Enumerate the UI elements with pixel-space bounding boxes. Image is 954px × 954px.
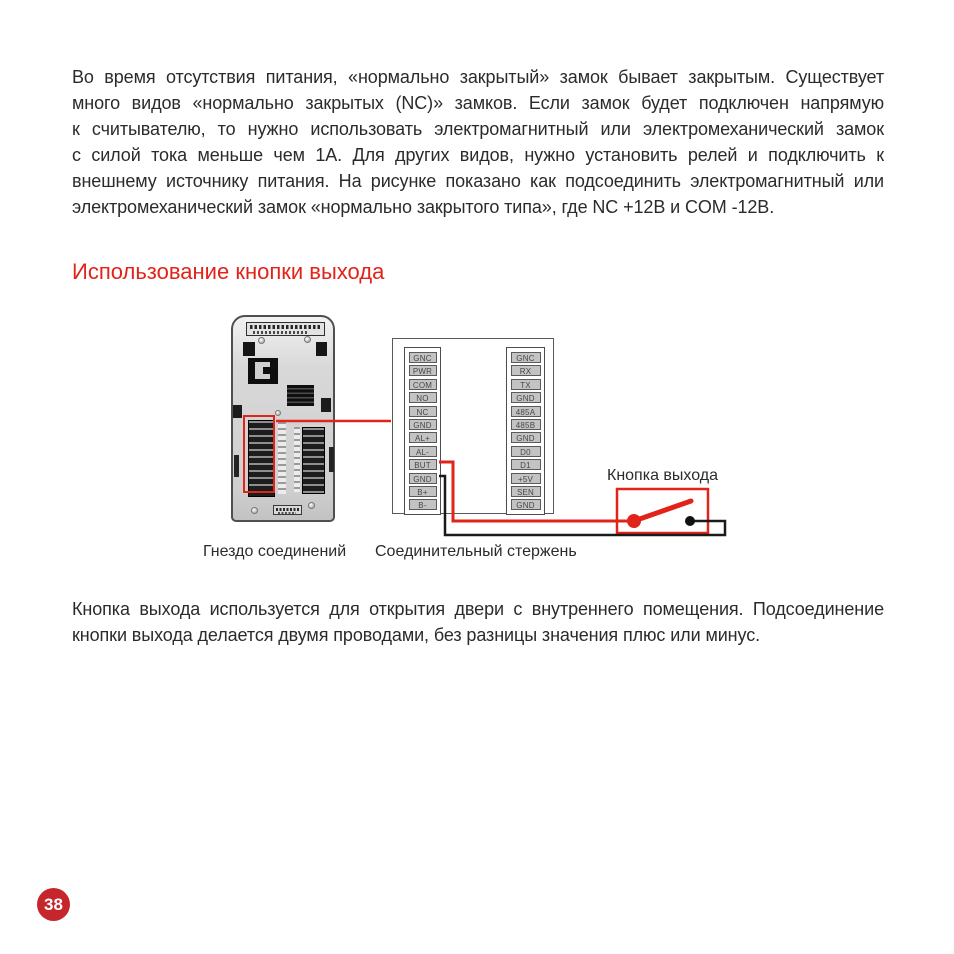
intro-line: много видов «нормально закрытых (NC)» замков. Если замок будет подключен напрямую	[72, 93, 884, 113]
wire-but-red	[439, 462, 634, 521]
terminal-cell: GND	[511, 392, 541, 403]
switch-contact-right	[685, 516, 695, 526]
terminal-cell: NO	[409, 392, 437, 403]
intro-line: с силой тока меньше чем 1А. Для других видов, нужно установить релей и подключить к	[72, 145, 884, 165]
terminal-cell: PWR	[409, 365, 437, 376]
terminal-cell: NC	[409, 406, 437, 417]
terminal-cell: B+	[409, 486, 437, 497]
section-heading: Использование кнопки выхода	[72, 259, 385, 284]
terminal-cell: 485B	[511, 419, 541, 430]
intro-line: Во время отсутствия питания, «нормально закрытый» замок бывает закрытым. Существует	[72, 67, 884, 87]
switch-contact-left	[627, 514, 641, 528]
page-number-badge	[37, 888, 70, 921]
terminal-cell: GND	[511, 499, 541, 510]
caption-strip: Соединительный стержень	[375, 543, 577, 560]
terminal-cell: TX	[511, 379, 541, 390]
terminal-cell: AL-	[409, 446, 437, 457]
outro-paragraph	[72, 596, 884, 648]
terminal-cell-but: BUT	[409, 459, 437, 470]
terminal-cell-gnd: GND	[409, 473, 437, 484]
terminal-cell: AL+	[409, 432, 437, 443]
page-number: 38	[44, 894, 63, 914]
terminal-cell: GND	[409, 419, 437, 430]
terminal-cell: GNC	[511, 352, 541, 363]
caption-exit-button: Кнопка выхода	[607, 467, 719, 484]
terminal-cell: GNC	[409, 352, 437, 363]
switch-lever	[634, 501, 691, 521]
terminal-cell: B-	[409, 499, 437, 510]
caption-connector: Гнездо соединений	[203, 543, 347, 560]
outro-line: кнопки выхода делается двумя проводами, без разницы значения плюс или минус.	[72, 625, 761, 645]
terminal-cell: +5V	[511, 473, 541, 484]
intro-line: внешнему источнику питания. На рисунке показано как подсоединить электромагнитный или	[72, 171, 884, 191]
terminal-cell: COM	[409, 379, 437, 390]
terminal-cell: RX	[511, 365, 541, 376]
terminal-cell: D0	[511, 446, 541, 457]
intro-line: к считывателю, то нужно использовать электромагнитный или электромеханический замок	[72, 119, 884, 139]
terminal-cell: 485A	[511, 406, 541, 417]
terminal-cell: D1	[511, 459, 541, 470]
intro-paragraph	[72, 64, 884, 220]
terminal-cell: GND	[511, 432, 541, 443]
terminal-cell: SEN	[511, 486, 541, 497]
outro-line: Кнопка выхода используется для открытия двери с внутреннего помещения. Подсоединение	[72, 599, 884, 619]
intro-line: электромеханический замок «нормально закрытого типа», где NC +12В и COM -12В.	[72, 197, 775, 217]
